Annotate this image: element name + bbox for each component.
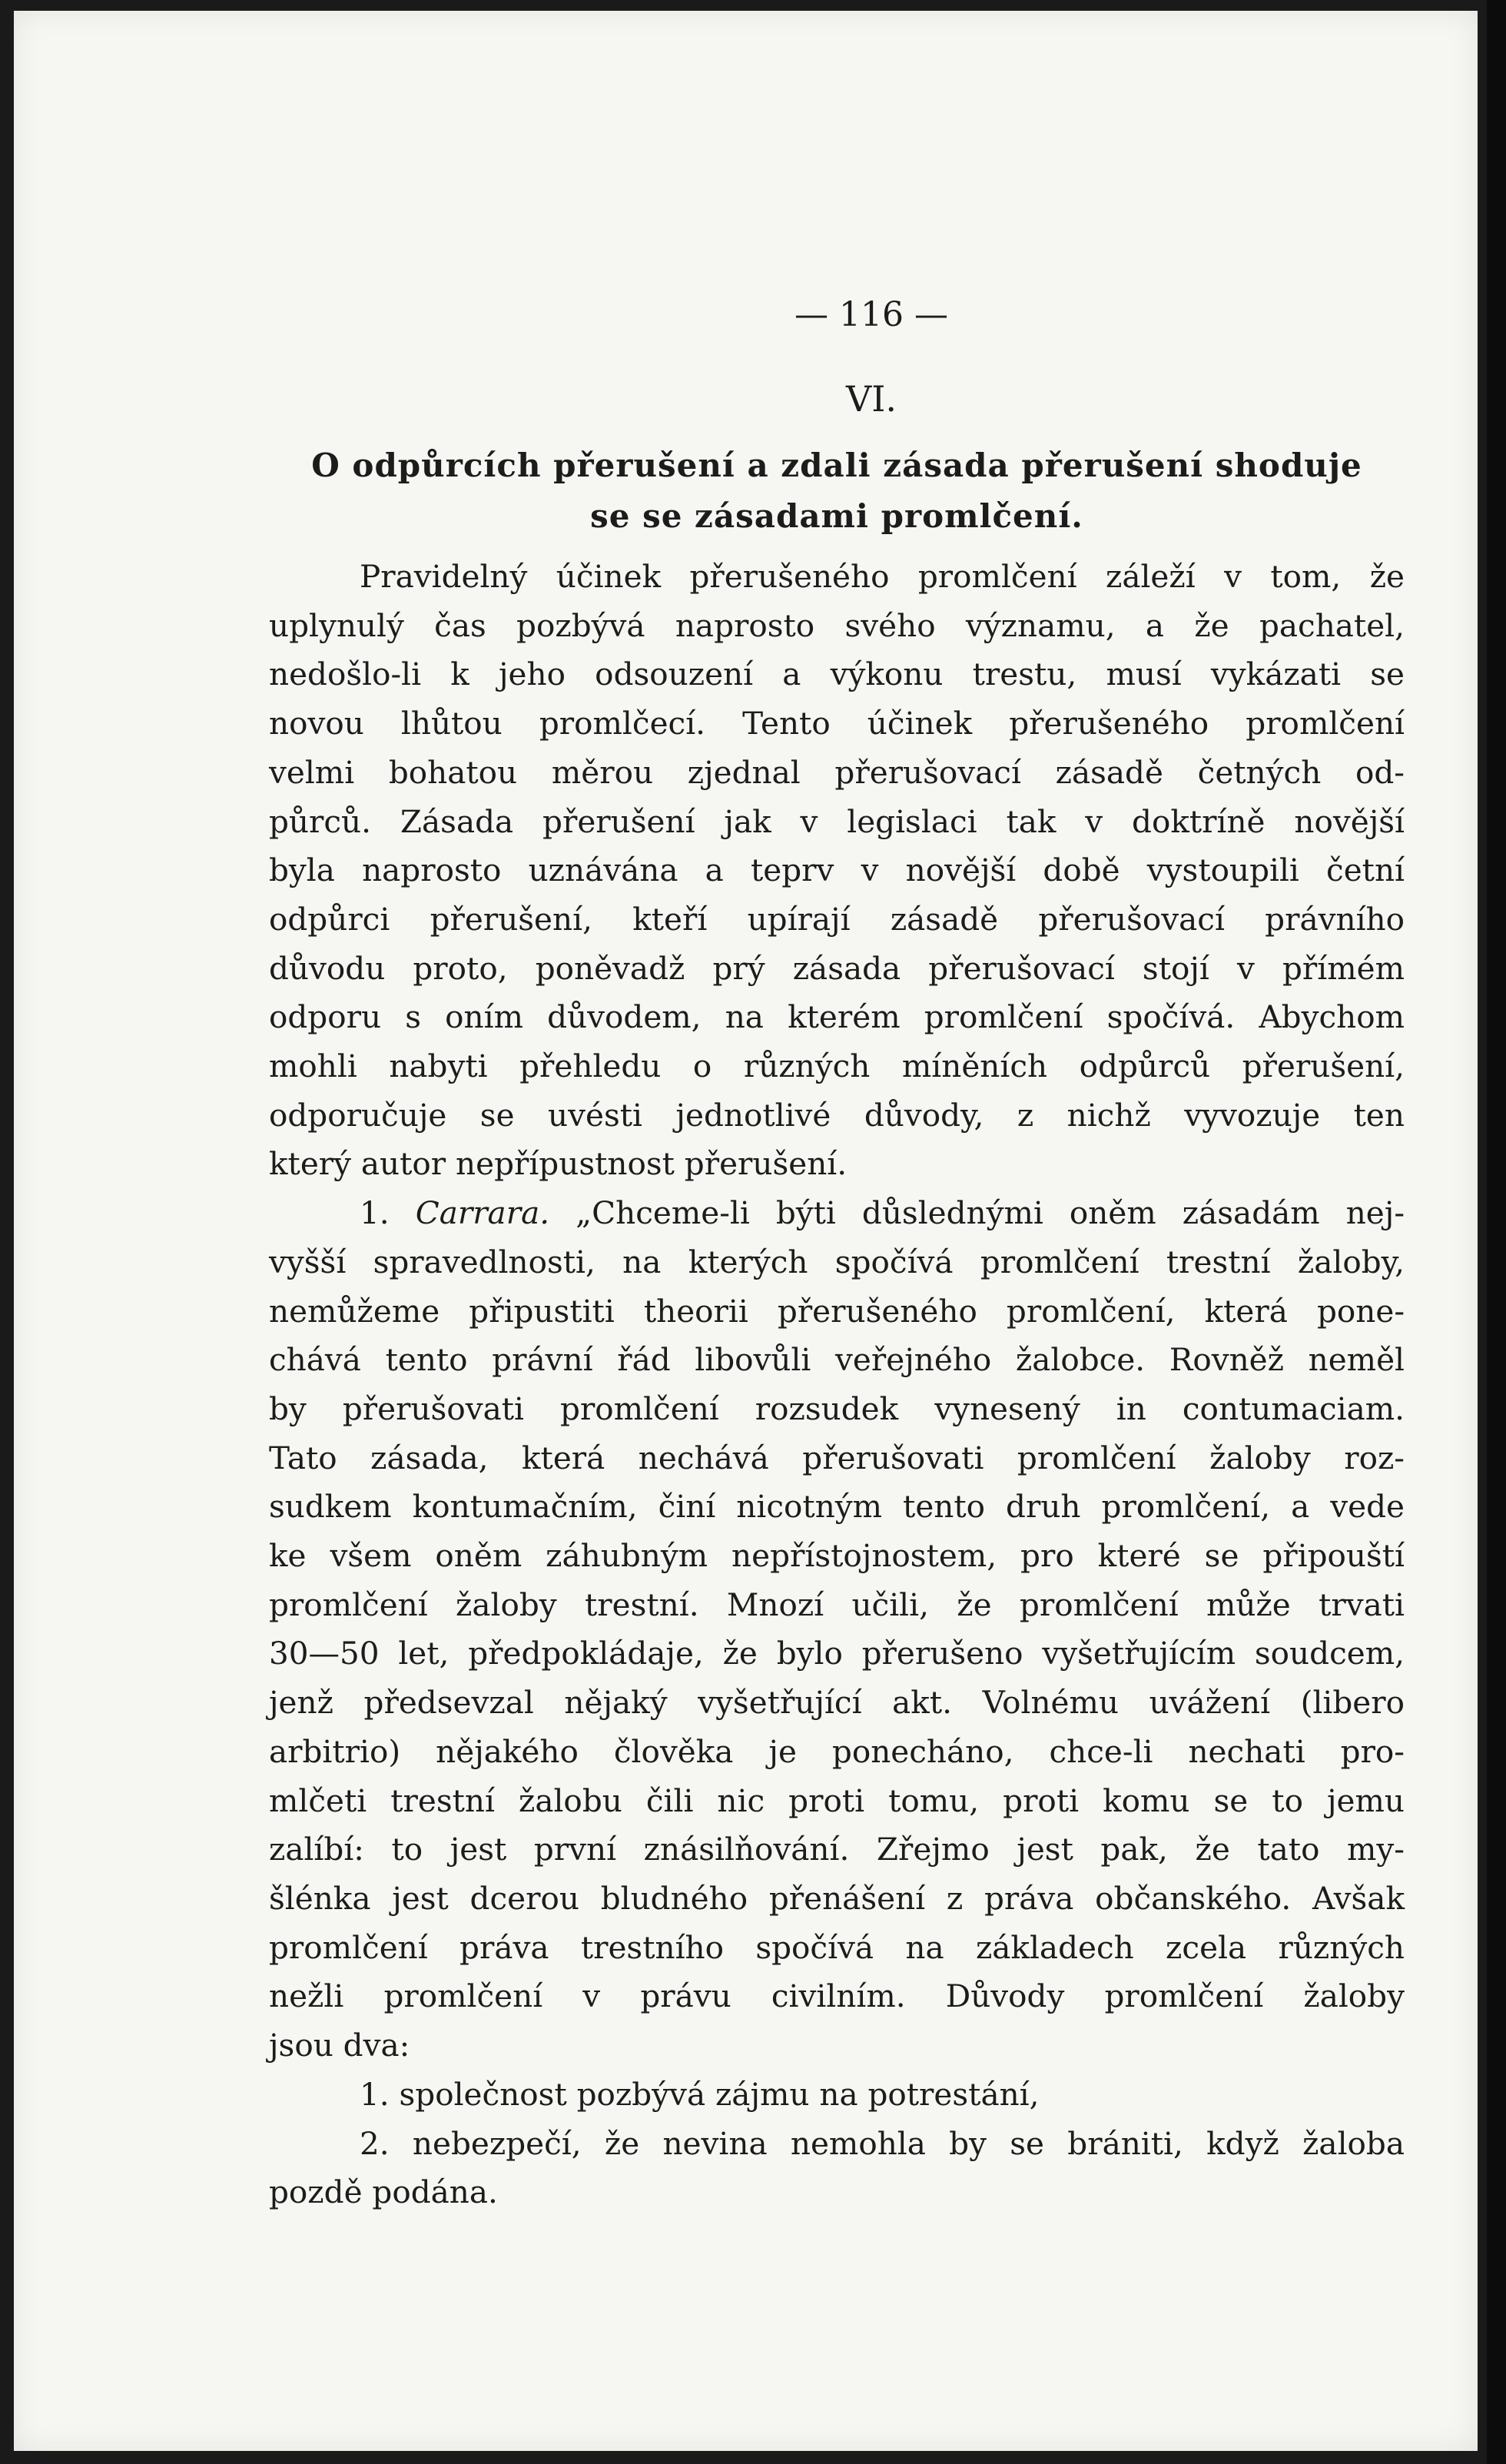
text-line: nedošlo-li k jeho odsouzení a výkonu trestu, musí vykázati se: [269, 656, 1405, 693]
text-line: nežli promlčení v právu civilním. Důvody promlčení žaloby: [269, 1978, 1405, 2015]
text-line: šlénka jest dcerou bludného přenášení z práva občanského. Avšak: [269, 1879, 1405, 1917]
text-line: sudkem kontumačním, činí nicotným tento druh promlčení, a vede: [269, 1488, 1405, 1526]
text-line: velmi bohatou měrou zjednal přerušovací zásadě četných od-: [269, 753, 1405, 791]
text-line: by přerušovati promlčení rozsudek vynesený in contumaciam.: [269, 1390, 1405, 1427]
page-number: — 116 —: [794, 295, 948, 334]
paragraph-2: [269, 1189, 1405, 2070]
text-line: nemůžeme připustiti theorii přerušeného promlčení, která pone-: [269, 1292, 1405, 1330]
author-name: Carrara.: [415, 1194, 550, 1232]
text-line: zalíbí: to jest první znásilňování. Zřejmo jest pak, že tato my-: [269, 1831, 1405, 1868]
text-line: půrců. Zásada přerušení jak v legislaci tak v doktríně novější: [269, 802, 1405, 840]
text-line: byla naprosto uznávána a teprv v novější době vystoupili četní: [269, 852, 1405, 889]
text-line: mohli nabyti přehledu o různých míněních odpůrců přerušení,: [269, 1048, 1405, 1085]
text-line: vyšší spravedlnosti, na kterých spočívá promlčení trestní žaloby,: [269, 1243, 1405, 1280]
text-line: mlčeti trestní žalobu čili nic proti tomu, proti komu se to jemu: [269, 1782, 1405, 1819]
text-line: novou lhůtou promlčecí. Tento účinek přerušeného promlčení: [269, 705, 1405, 742]
text-line: Tato zásada, která nechává přerušovati promlčení žaloby roz-: [269, 1439, 1405, 1476]
body-text: [269, 553, 1405, 2217]
text-line: odporučuje se uvésti jednotlivé důvody, z nichž vyvozuje ten: [269, 1096, 1405, 1134]
text-line: uplynulý čas pozbývá naprosto svého významu, a že pachatel,: [269, 606, 1405, 644]
list-item-2: 2. nebezpečí, že nevina nemohla by se brániti, když žaloba: [360, 2124, 1405, 2162]
heading-line-2: se se zásadami promlčení.: [590, 497, 1083, 535]
list-item-2-continuation: pozdě podána.: [269, 2173, 498, 2211]
first-line-rest: „Chceme-li býti důslednými oněm zásadám nej-: [576, 1194, 1405, 1232]
text-line: chává tento právní řád libovůli veřejného žalobce. Rovněž neměl: [269, 1341, 1405, 1379]
text-line: promlčení práva trestního spočívá na základech zcela různých: [269, 1928, 1405, 1966]
heading-line-1: O odpůrcích přerušení a zdali zásada přerušení shoduje: [311, 447, 1362, 484]
text-line: odpůrci přerušení, kteří upírají zásadě přerušovací právního: [269, 900, 1405, 938]
page-content: [269, 288, 1405, 2217]
paragraph-1: [269, 553, 1405, 1189]
text-line: promlčení žaloby trestní. Mnozí učili, že promlčení může trvati: [269, 1586, 1405, 1623]
section-heading: [269, 440, 1405, 542]
text-line: [269, 1189, 1405, 1238]
chapter-number: VI.: [845, 378, 897, 420]
text-line: odporu s oním důvodem, na kterém promlčení spočívá. Abychom: [269, 998, 1405, 1036]
text-line: který autor nepřípustnost přerušení.: [269, 1145, 848, 1183]
reasons-list: [269, 2070, 1405, 2217]
text-line: ke všem oněm záhubným nepřístojnostem, pro které se připouští: [269, 1537, 1405, 1575]
text-line: Pravidelný účinek přerušeného promlčení záleží v tom, že: [360, 558, 1405, 595]
text-line: arbitrio) nějakého člověka je ponecháno, chce-li nechati pro-: [269, 1732, 1405, 1770]
scan-edge: [1487, 0, 1506, 2464]
text-line: jenž předsevzal nějaký vyšetřující akt. Volnému uvážení (libero: [269, 1684, 1405, 1722]
list-item-1: 1. společnost pozbývá zájmu na potrestání,: [360, 2075, 1040, 2113]
text-line: 30—50 let, předpokládaje, že bylo přerušeno vyšetřujícím soudcem,: [269, 1635, 1405, 1672]
text-line: důvodu proto, poněvadž prý zásada přerušovací stojí v přímém: [269, 949, 1405, 987]
text-line: jsou dva:: [269, 2027, 410, 2064]
item-number: 1.: [360, 1194, 390, 1232]
